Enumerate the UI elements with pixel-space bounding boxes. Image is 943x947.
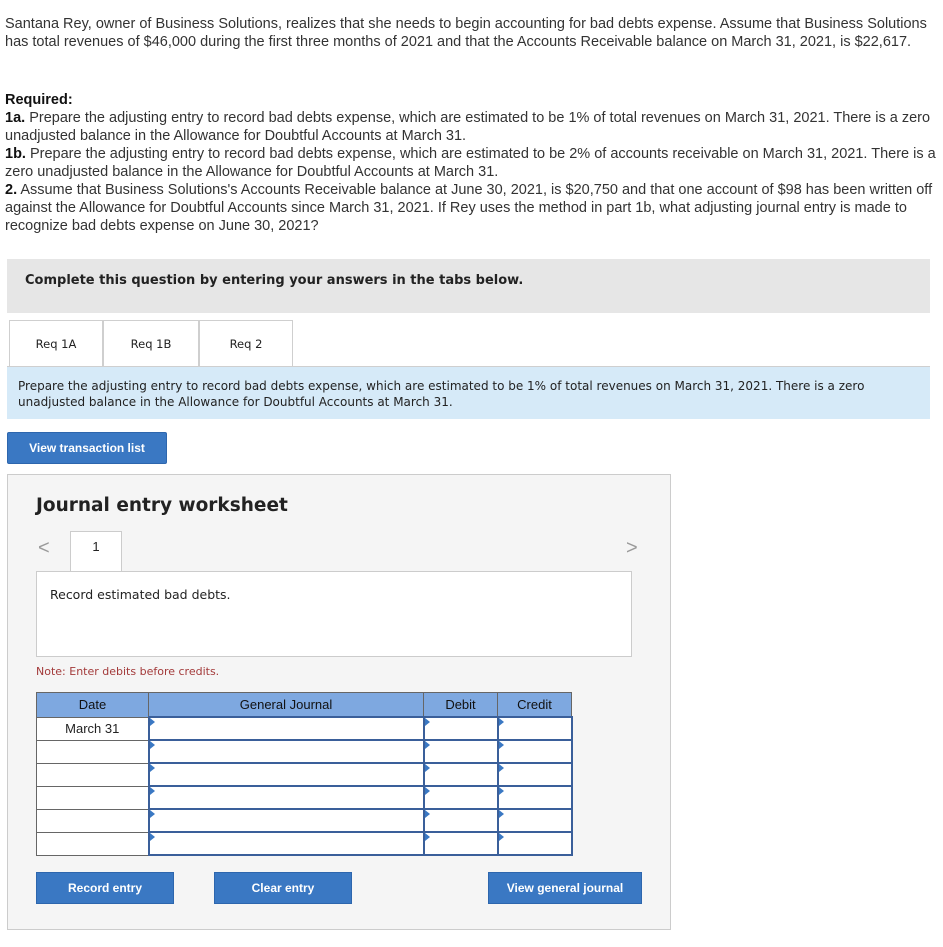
view-general-journal-button[interactable]: View general journal	[488, 872, 642, 904]
debit-input[interactable]	[424, 763, 498, 786]
tab-req-2[interactable]: Req 2	[199, 320, 293, 367]
credit-input[interactable]	[498, 786, 572, 809]
required-section	[5, 91, 940, 235]
debit-input[interactable]	[424, 740, 498, 763]
tab-req-1b[interactable]: Req 1B	[103, 320, 199, 367]
date-cell	[37, 832, 149, 855]
date-cell	[37, 786, 149, 809]
credit-input[interactable]	[498, 763, 572, 786]
col-general-journal: General Journal	[149, 693, 424, 718]
credit-input[interactable]	[498, 809, 572, 832]
table-row	[37, 717, 572, 740]
col-credit: Credit	[498, 693, 572, 718]
table-row	[37, 832, 572, 855]
required-item-1a: 1a. Prepare the adjusting entry to record bad debts expense, which are estimated to be 1% of total revenues on March 31, 2021. There is a zero unadjusted balance in the Allowance for Doubtful Accounts at March 31.	[5, 110, 931, 144]
date-cell	[37, 809, 149, 832]
journal-table	[36, 692, 573, 856]
problem-intro-text: Santana Rey, owner of Business Solutions, realizes that she needs to begin accounting for bad debts expense. Assume that Business Solutions has total revenues of $46,000 during the first three months of 2021 and that the Accounts Receivable balance on March 31, 2021, is $22,617.	[5, 16, 927, 50]
required-item-2: 2. Assume that Business Solutions's Accounts Receivable balance at June 30, 2021, is $20,750 and that one account of $98 has been written off against the Allowance for Doubtful Accounts since March 31, 2021. If Rey uses the method in part 1b, what adjusting journal entry is made to recognize bad debts expense on June 30, 2021?	[5, 182, 933, 234]
chevron-right-icon[interactable]: >	[626, 537, 638, 559]
tab-instruction	[7, 367, 930, 419]
credit-input[interactable]	[498, 740, 572, 763]
debit-input[interactable]	[424, 786, 498, 809]
account-input[interactable]	[149, 717, 424, 740]
chevron-left-icon[interactable]: <	[38, 537, 50, 559]
entry-description-box	[36, 571, 632, 657]
account-input[interactable]	[149, 786, 424, 809]
journal-entry-worksheet	[7, 474, 671, 930]
date-cell	[37, 740, 149, 763]
clear-entry-button[interactable]: Clear entry	[214, 872, 352, 904]
instructions-banner	[7, 259, 930, 313]
tab-req-1a[interactable]: Req 1A	[9, 320, 103, 368]
table-row	[37, 809, 572, 832]
banner-text: Complete this question by entering your answers in the tabs below.	[25, 273, 524, 288]
required-heading: Required:	[5, 92, 73, 108]
required-item-1b: 1b. Prepare the adjusting entry to record bad debts expense, which are estimated to be 2% of accounts receivable on March 31, 2021. There is a zero unadjusted balance in the Allowance for Doubtful Accounts at March 31.	[5, 146, 936, 180]
col-debit: Debit	[424, 693, 498, 718]
debit-credit-note: Note: Enter debits before credits.	[36, 665, 220, 678]
account-input[interactable]	[149, 832, 424, 855]
date-cell	[37, 763, 149, 786]
worksheet-title: Journal entry worksheet	[36, 495, 288, 516]
entry-description: Record estimated bad debts.	[50, 587, 231, 602]
date-cell: March 31	[37, 717, 149, 740]
problem-intro	[5, 15, 940, 51]
table-row	[37, 786, 572, 809]
view-transaction-list-button[interactable]: View transaction list	[7, 432, 167, 464]
credit-input[interactable]	[498, 717, 572, 740]
debit-input[interactable]	[424, 832, 498, 855]
col-date: Date	[37, 693, 149, 718]
entry-page-tab[interactable]: 1	[70, 531, 122, 573]
table-row	[37, 763, 572, 786]
credit-input[interactable]	[498, 832, 572, 855]
table-row	[37, 740, 572, 763]
tab-instruction-text: Prepare the adjusting entry to record bad debts expense, which are estimated to be 1% of total revenues on March 31, 2021. There is a zero unadjusted balance in the Allowance for Doubtful Accounts at March 31.	[18, 379, 865, 409]
debit-input[interactable]	[424, 717, 498, 740]
account-input[interactable]	[149, 809, 424, 832]
record-entry-button[interactable]: Record entry	[36, 872, 174, 904]
debit-input[interactable]	[424, 809, 498, 832]
account-input[interactable]	[149, 740, 424, 763]
account-input[interactable]	[149, 763, 424, 786]
